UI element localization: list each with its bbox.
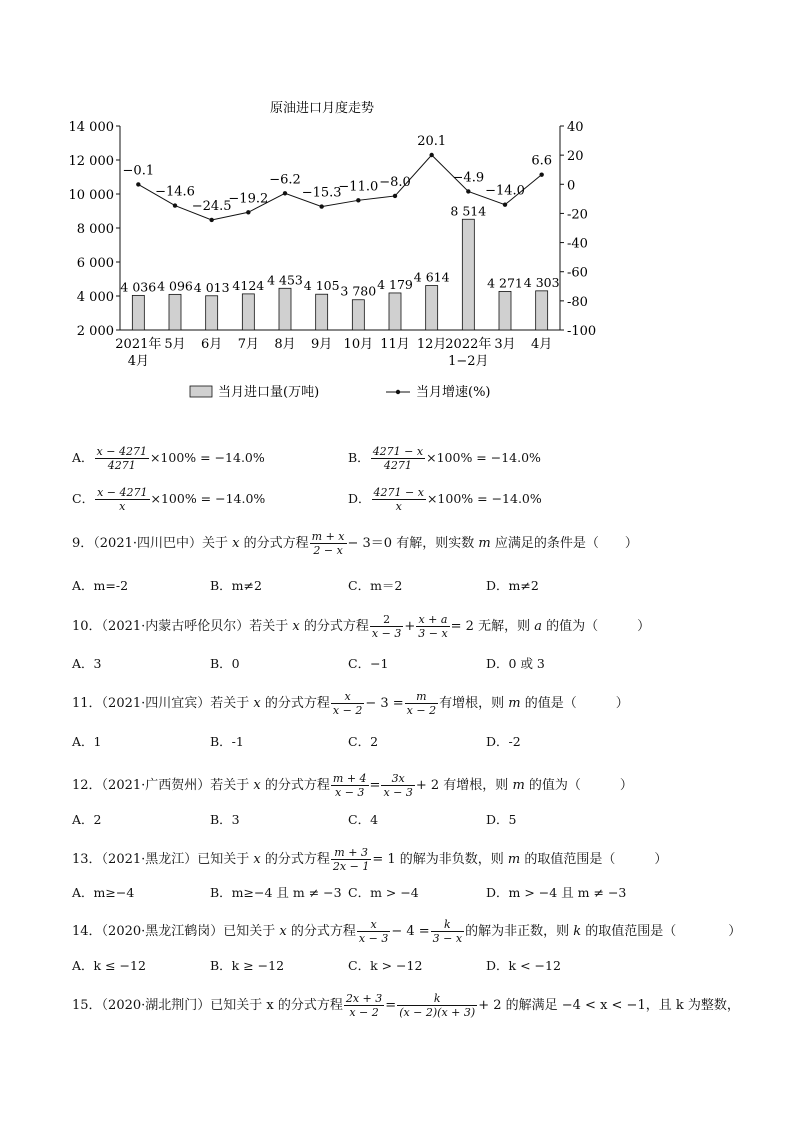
- x-tick-label: 8月: [274, 337, 296, 352]
- bar-label: 4 096: [157, 278, 193, 294]
- legend-line-label: 当月增速(%): [416, 385, 491, 400]
- bar-label: 4124: [232, 277, 265, 293]
- q9-option-d: D．m≠2: [486, 578, 539, 593]
- q9-option-c: C．m＝2: [348, 578, 403, 593]
- left-tick-label: 10 000: [68, 188, 114, 203]
- right-tick-label: -40: [567, 236, 588, 252]
- right-tick-label: -80: [567, 294, 588, 310]
- q10-option-b: B．0: [210, 656, 240, 671]
- bar-label: 4 271: [487, 275, 523, 291]
- q13-option-d: D．m > −4 且 m ≠ −3: [486, 885, 627, 900]
- line-point: [246, 210, 250, 214]
- frac-num: x − 4271: [97, 486, 148, 499]
- q11-option-d: D．-2: [486, 734, 521, 749]
- q12-option-d: D．5: [486, 812, 517, 827]
- line-label: 20.1: [417, 133, 447, 149]
- right-tick-label: -20: [567, 207, 588, 223]
- left-tick-label: 14 000: [68, 120, 114, 135]
- left-tick-label: 8 000: [76, 222, 114, 237]
- x-tick-label: 4月: [531, 337, 553, 352]
- line-label: −14.6: [155, 184, 195, 200]
- x-tick-label: 7月: [237, 337, 259, 352]
- bar-label: 3 780: [340, 283, 377, 299]
- x-tick-label: 1−2月: [448, 354, 489, 369]
- right-tick-label: 0: [567, 178, 576, 194]
- frac-den: 4271: [383, 459, 412, 472]
- question-10: 10．（2021·内蒙古呼伦贝尔）若关于 x 的分式方程 $\frac{2}{x - 3}$ + $\frac{x + a}{3 - x}$ = 2 无解，则 a 的值为（ ）: [72, 613, 651, 640]
- x-tick-label: 12月: [416, 337, 447, 352]
- line-label: −14.0: [485, 183, 525, 199]
- question-9: 9．（2021·四川巴中）关于 x 的分式方程 $\frac{m + x}{2 - x}$ − 3＝0 有解，则实数 m 应满足的条件是（ ）: [72, 530, 638, 557]
- bar-label: 4 614: [413, 269, 450, 285]
- bar: [279, 288, 291, 330]
- bar: [132, 295, 144, 330]
- option-tail: ×100% = −14.0%: [149, 450, 265, 465]
- line-point: [283, 191, 287, 195]
- bar: [426, 286, 438, 330]
- q10-option-c: C．−1: [348, 656, 389, 671]
- line-point: [393, 194, 397, 198]
- bar-label: 4 013: [193, 279, 230, 295]
- question-12: 12．（2021·广西贺州）若关于 x 的分式方程 $\frac{m + 4}{x - 3}$ = $\frac{3x}{x - 3}$ + 2 有增根，则 m 的值为（ ）: [72, 772, 633, 799]
- question-14: 14．（2020·黑龙江鹤岗）已知关于 x 的分式方程 $\frac{x}{x - 3}$ − 4 = $\frac{k}{3 - x}$ 的解为非正数，则 k 的取值范围是（ ）: [72, 918, 742, 945]
- bar-label: 4 105: [303, 278, 340, 294]
- bar-label: 4 036: [120, 279, 157, 295]
- q14-option-b: B．k ≥ −12: [210, 958, 285, 973]
- bar: [499, 291, 511, 330]
- line-point: [173, 203, 177, 207]
- bar: [169, 294, 181, 330]
- option-tail: ×100% = −14.0%: [426, 491, 542, 506]
- q10-option-a: A．3: [72, 656, 102, 671]
- question-11: 11．（2021·四川宜宾）若关于 x 的分式方程 $\frac{x}{x - 2}$ − 3 = $\frac{m}{x - 2}$ 有增根，则 m 的值是（ ）: [72, 690, 629, 717]
- left-tick-label: 12 000: [68, 154, 114, 169]
- q8-option-d: [348, 486, 542, 513]
- bar: [316, 294, 328, 330]
- line-point: [136, 182, 140, 186]
- bar-label: 4 179: [377, 276, 413, 292]
- line-label: −11.0: [338, 179, 379, 195]
- line-label: −4.9: [452, 170, 485, 186]
- line-point: [319, 204, 323, 208]
- option-letter: A．: [72, 450, 94, 465]
- line-point: [209, 218, 213, 222]
- q14-option-c: C．k > −12: [348, 958, 423, 973]
- left-tick-label: 2 000: [76, 324, 114, 339]
- q12-option-a: A．2: [72, 812, 102, 827]
- x-tick-label: 6月: [201, 337, 223, 352]
- bar-label: 4 303: [523, 274, 560, 290]
- frac-den: x: [119, 500, 126, 513]
- q12-option-b: B．3: [210, 812, 240, 827]
- legend-line-marker: [396, 390, 400, 394]
- line-label: −24.5: [191, 198, 232, 214]
- bar: [462, 219, 474, 330]
- x-tick-label: 11月: [380, 337, 410, 352]
- x-tick-label: 4月: [127, 354, 149, 369]
- right-tick-label: -60: [567, 265, 588, 281]
- option-tail: ×100% = −14.0%: [150, 491, 266, 506]
- x-tick-label: 3月: [494, 337, 516, 352]
- x-tick-label: 2022年: [445, 337, 492, 352]
- frac-num: x − 4271: [96, 445, 147, 458]
- x-tick-label: 2021年: [115, 337, 162, 352]
- bar-label: 8 514: [450, 203, 487, 219]
- q11-option-b: B．-1: [210, 734, 244, 749]
- line-label: −8.0: [379, 174, 411, 190]
- bar: [242, 294, 254, 330]
- question-15: 15．（2020·湖北荆门）已知关于 x 的分式方程 $\frac{2x + 3}{x - 2}$ = $\frac{k}{(x - 2)(x + 3)}$ + 2 的解满足 −4 < x < −1，且 k 为整数，: [72, 992, 740, 1019]
- bar: [536, 291, 548, 330]
- frac-den: x: [395, 500, 402, 513]
- chart-title: 原油进口月度走势: [269, 101, 375, 116]
- frac-num: 4271 − x: [373, 486, 424, 499]
- line-label: −19.2: [228, 191, 269, 207]
- bar: [206, 296, 218, 330]
- line-label: 6.6: [531, 153, 553, 169]
- option-letter: C．: [72, 491, 95, 506]
- right-tick-label: 20: [567, 149, 584, 165]
- x-tick-label: 9月: [311, 337, 333, 352]
- q8-option-a: [72, 445, 265, 472]
- line-point: [503, 202, 507, 206]
- q13-option-b: B．m≥−4 且 m ≠ −3: [210, 885, 342, 900]
- bar-label: 4 453: [267, 272, 303, 288]
- line-point: [539, 172, 543, 176]
- q12-option-c: C．4: [348, 812, 379, 827]
- option-tail: ×100% = −14.0%: [426, 450, 541, 465]
- line-label: −6.2: [269, 172, 301, 188]
- frac-num: 4271 − x: [372, 445, 424, 458]
- legend-bar-label: 当月进口量(万吨): [218, 385, 320, 400]
- q8-option-c: [72, 486, 265, 513]
- q9-option-a: A．m=-2: [72, 578, 129, 593]
- option-letter: B．: [348, 450, 370, 465]
- legend-bar-swatch: [190, 386, 212, 397]
- crude-oil-chart: [0, 0, 794, 410]
- q9-option-b: B．m≠2: [210, 578, 262, 593]
- q11-option-c: C．2: [348, 734, 379, 749]
- line-point: [466, 189, 470, 193]
- q13-option-c: C．m > −4: [348, 885, 419, 900]
- q11-option-a: A．1: [72, 734, 102, 749]
- line-label: −15.3: [301, 185, 342, 201]
- bar: [389, 293, 401, 330]
- frac-den: 4271: [107, 459, 136, 472]
- question-13: 13．（2021·黑龙江）已知关于 x 的分式方程 $\frac{m + 3}{2x - 1}$ = 1 的解为非负数，则 m 的取值范围是（ ）: [72, 846, 668, 873]
- q13-option-a: A．m≥−4: [72, 885, 135, 900]
- q14-option-a: A．k ≤ −12: [72, 958, 146, 973]
- q8-option-b: [348, 445, 541, 472]
- option-letter: D．: [348, 491, 371, 506]
- line-label: −0.1: [122, 163, 155, 179]
- x-tick-label: 5月: [164, 337, 186, 352]
- q10-option-d: D．0 或 3: [486, 656, 545, 671]
- x-tick-label: 10月: [343, 337, 374, 352]
- right-tick-label: -100: [567, 324, 597, 339]
- q14-option-d: D．k < −12: [486, 958, 561, 973]
- line-point: [356, 198, 360, 202]
- bar: [352, 300, 364, 330]
- left-tick-label: 6 000: [76, 256, 114, 271]
- right-tick-label: 40: [567, 120, 584, 135]
- left-tick-label: 4 000: [76, 290, 114, 305]
- line-point: [429, 153, 433, 157]
